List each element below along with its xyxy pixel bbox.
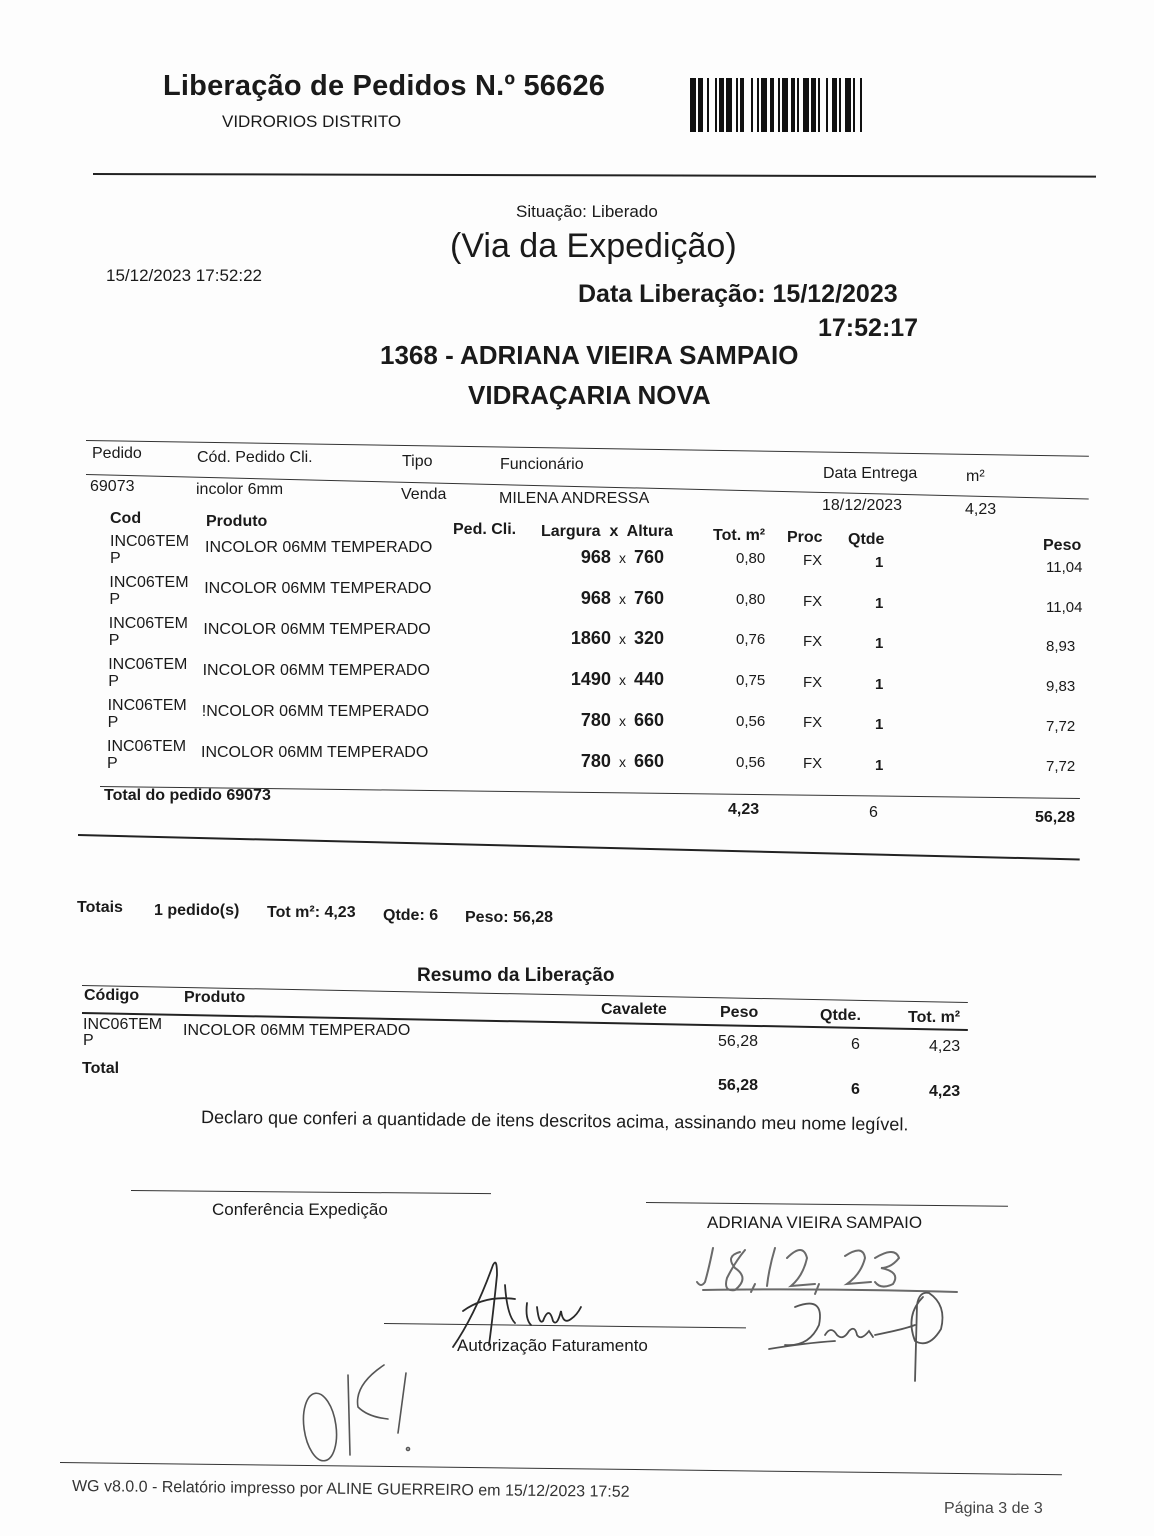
item-col-proc: Proc (787, 529, 823, 546)
item-dim-separator: x (618, 550, 626, 566)
item-col-tot-m2: Tot. m² (713, 527, 766, 544)
item-tot-m2: 0,80 (736, 550, 766, 567)
resumo-row-qtde: 6 (851, 1036, 860, 1053)
company-name: VIDRORIOS DISTRITO (222, 112, 402, 131)
item-col-produto: Produto (206, 513, 268, 530)
item-dimensions (571, 628, 664, 649)
signature-label-conferencia: Conferência Expedição (212, 1200, 388, 1219)
item-largura: 780 (580, 750, 611, 771)
col-m2: m² (966, 468, 985, 485)
declaracao-text: Declaro que conferi a quantidade de itens descritos acima, assinando meu nome legível. (200, 1107, 909, 1135)
item-dimensions (581, 751, 664, 772)
item-proc: FX (803, 592, 823, 610)
item-dimensions (581, 710, 664, 731)
item-tot-m2: 0,76 (736, 631, 766, 649)
item-altura: 320 (633, 628, 664, 649)
item-altura: 660 (633, 709, 664, 730)
resumo-col-tot-m2: Tot. m² (908, 1009, 961, 1026)
page-number: Página 3 de 3 (944, 1500, 1043, 1517)
item-largura: 1860 (570, 628, 611, 649)
divider-order-bottom (78, 834, 1080, 860)
item-col-largura-altura: Largura x Altura (541, 523, 673, 540)
item-peso: 9,83 (1046, 678, 1076, 696)
item-altura: 760 (633, 587, 664, 608)
item-dimensions (581, 588, 664, 609)
resumo-col-qtde: Qtde. (820, 1007, 861, 1024)
item-cod: INC06TEM (108, 615, 188, 632)
item-proc: FX (803, 633, 823, 651)
signature-label-autorizacao: Autorização Faturamento (457, 1336, 648, 1355)
resumo-row-tot-m2: 4,23 (929, 1038, 961, 1055)
resumo-total-tot-m2: 4,23 (929, 1083, 961, 1100)
order-total-m2: 4,23 (728, 801, 760, 818)
item-dim-separator: x (618, 753, 626, 770)
item-qtde: 1 (875, 635, 884, 653)
footer-printed-by: WG v8.0.0 - Relatório impresso por ALINE GUERREIRO em 15/12/2023 17:52 (71, 1478, 630, 1501)
item-largura: 968 (580, 587, 611, 608)
barcode (690, 78, 868, 132)
data-entrega: 18/12/2023 (822, 497, 903, 514)
tipo: Venda (401, 486, 447, 503)
item-proc: FX (803, 552, 823, 569)
cliente-name: 1368 - ADRIANA VIEIRA SAMPAIO (380, 340, 799, 370)
signature-line-cliente (646, 1202, 1008, 1207)
signature-cliente (765, 1285, 955, 1385)
item-col-ped-cli: Ped. Cli. (453, 521, 517, 538)
col-pedido: Pedido (92, 445, 142, 462)
item-proc: FX (803, 714, 823, 732)
resumo-title: Resumo da Liberação (417, 965, 615, 986)
item-largura: 968 (580, 547, 611, 567)
item-peso: 8,93 (1046, 638, 1076, 656)
funcionario: MILENA ANDRESSA (499, 490, 650, 507)
totais-pedidos: 1 pedido(s) (154, 902, 240, 919)
signature-label-cliente: ADRIANA VIEIRA SAMPAIO (707, 1213, 923, 1232)
item-peso: 7,72 (1046, 757, 1076, 775)
item-peso: 11,04 (1046, 598, 1083, 616)
resumo-col-peso: Peso (720, 1004, 759, 1021)
col-funcionario: Funcionário (500, 456, 584, 473)
item-largura: 780 (580, 709, 611, 730)
data-liberacao-time: 17:52:17 (818, 314, 919, 342)
order-total-peso: 56,28 (1035, 809, 1076, 826)
item-dim-separator: x (618, 590, 626, 607)
item-produto: INCOLOR 06MM TEMPERADO (202, 662, 430, 679)
col-cod-pedido-cli: Cód. Pedido Cli. (197, 449, 313, 466)
barcode-bar (862, 78, 868, 132)
report-title: Liberação de Pedidos N.º 56626 (163, 70, 606, 102)
item-col-peso: Peso (1043, 537, 1082, 554)
totais-label: Totais (77, 899, 123, 916)
item-produto: INCOLOR 06MM TEMPERADO (205, 539, 433, 556)
order-total-qtde: 6 (869, 804, 878, 821)
item-dimensions (581, 547, 664, 568)
totais-qtde: Qtde: 6 (383, 907, 439, 924)
item-qtde: 1 (875, 675, 884, 693)
item-cod: INC06TEM (108, 656, 188, 673)
item-dim-separator: x (618, 631, 626, 648)
resumo-row-peso: 56,28 (718, 1033, 759, 1050)
divider-top (93, 173, 1096, 178)
item-tot-m2: 0,80 (736, 590, 766, 608)
item-dim-separator: x (618, 672, 626, 689)
resumo-row-produto: INCOLOR 06MM TEMPERADO (183, 1022, 411, 1039)
item-cod-suffix: P (109, 591, 121, 608)
item-cod-suffix: P (108, 673, 119, 690)
divider-footer (60, 1462, 1062, 1475)
item-cod-suffix: P (110, 550, 121, 567)
item-cod-suffix: P (108, 632, 120, 649)
m2-total: 4,23 (965, 501, 997, 518)
item-col-qtde: Qtde (848, 531, 885, 548)
item-tot-m2: 0,56 (736, 753, 766, 771)
signature-line-conferencia (131, 1190, 491, 1194)
data-liberacao: Data Liberação: 15/12/2023 (578, 280, 898, 308)
resumo-col-produto: Produto (184, 989, 246, 1006)
item-qtde: 1 (875, 554, 884, 571)
item-peso: 7,72 (1046, 717, 1076, 735)
col-tipo: Tipo (402, 453, 433, 470)
item-qtde: 1 (875, 716, 884, 734)
item-qtde: 1 (875, 594, 884, 612)
order-total-label: Total do pedido 69073 (104, 787, 271, 804)
situacao: Situação: Liberado (516, 202, 658, 221)
resumo-col-cavalete: Cavalete (601, 1001, 667, 1018)
totais-peso: Peso: 56,28 (465, 909, 554, 926)
item-altura: 760 (633, 547, 664, 567)
item-proc: FX (803, 673, 823, 691)
cliente-fantasia: VIDRAÇARIA NOVA (468, 380, 711, 410)
item-cod: INC06TEM (109, 574, 189, 591)
handwritten-ok (298, 1345, 428, 1465)
item-tot-m2: 0,75 (736, 672, 766, 690)
item-cod: INC06TEM (110, 533, 190, 550)
item-cod-suffix: P (107, 755, 118, 772)
item-col-cod: Cod (110, 510, 142, 527)
col-data-entrega: Data Entrega (823, 465, 918, 482)
item-cod: INC06TEM (107, 697, 187, 714)
item-altura: 440 (633, 669, 664, 690)
item-largura: 1490 (570, 669, 611, 690)
item-dimensions (571, 669, 664, 690)
item-produto: INCOLOR 06MM TEMPERADO (201, 744, 429, 761)
resumo-total-qtde: 6 (851, 1081, 860, 1098)
totais-m2: Tot m²: 4,23 (267, 904, 356, 921)
via-expedicao: (Via da Expedição) (450, 227, 737, 265)
resumo-total-label: Total (82, 1060, 120, 1077)
item-produto: INCOLOR 06MM TEMPERADO (203, 621, 431, 638)
item-produto: INCOLOR 06MM TEMPERADO (204, 580, 432, 597)
item-dim-separator: x (618, 712, 626, 729)
item-cod-suffix: P (107, 714, 119, 731)
resumo-total-peso: 56,28 (718, 1077, 759, 1094)
item-qtde: 1 (875, 757, 884, 774)
signature-aline (445, 1255, 605, 1355)
item-tot-m2: 0,56 (736, 712, 766, 730)
item-peso: 11,04 (1046, 559, 1083, 576)
item-produto: !NCOLOR 06MM TEMPERADO (201, 703, 430, 720)
resumo-row-cod2: P (83, 1032, 94, 1049)
item-altura: 660 (633, 750, 664, 771)
printed-timestamp: 15/12/2023 17:52:22 (106, 266, 262, 285)
item-cod: INC06TEM (107, 738, 187, 755)
resumo-col-codigo: Código (84, 987, 140, 1004)
resumo-row-cod1: INC06TEM (83, 1016, 163, 1033)
pedido-number: 69073 (90, 478, 135, 495)
item-proc: FX (803, 755, 823, 772)
cod-pedido-cli: incolor 6mm (196, 481, 284, 498)
